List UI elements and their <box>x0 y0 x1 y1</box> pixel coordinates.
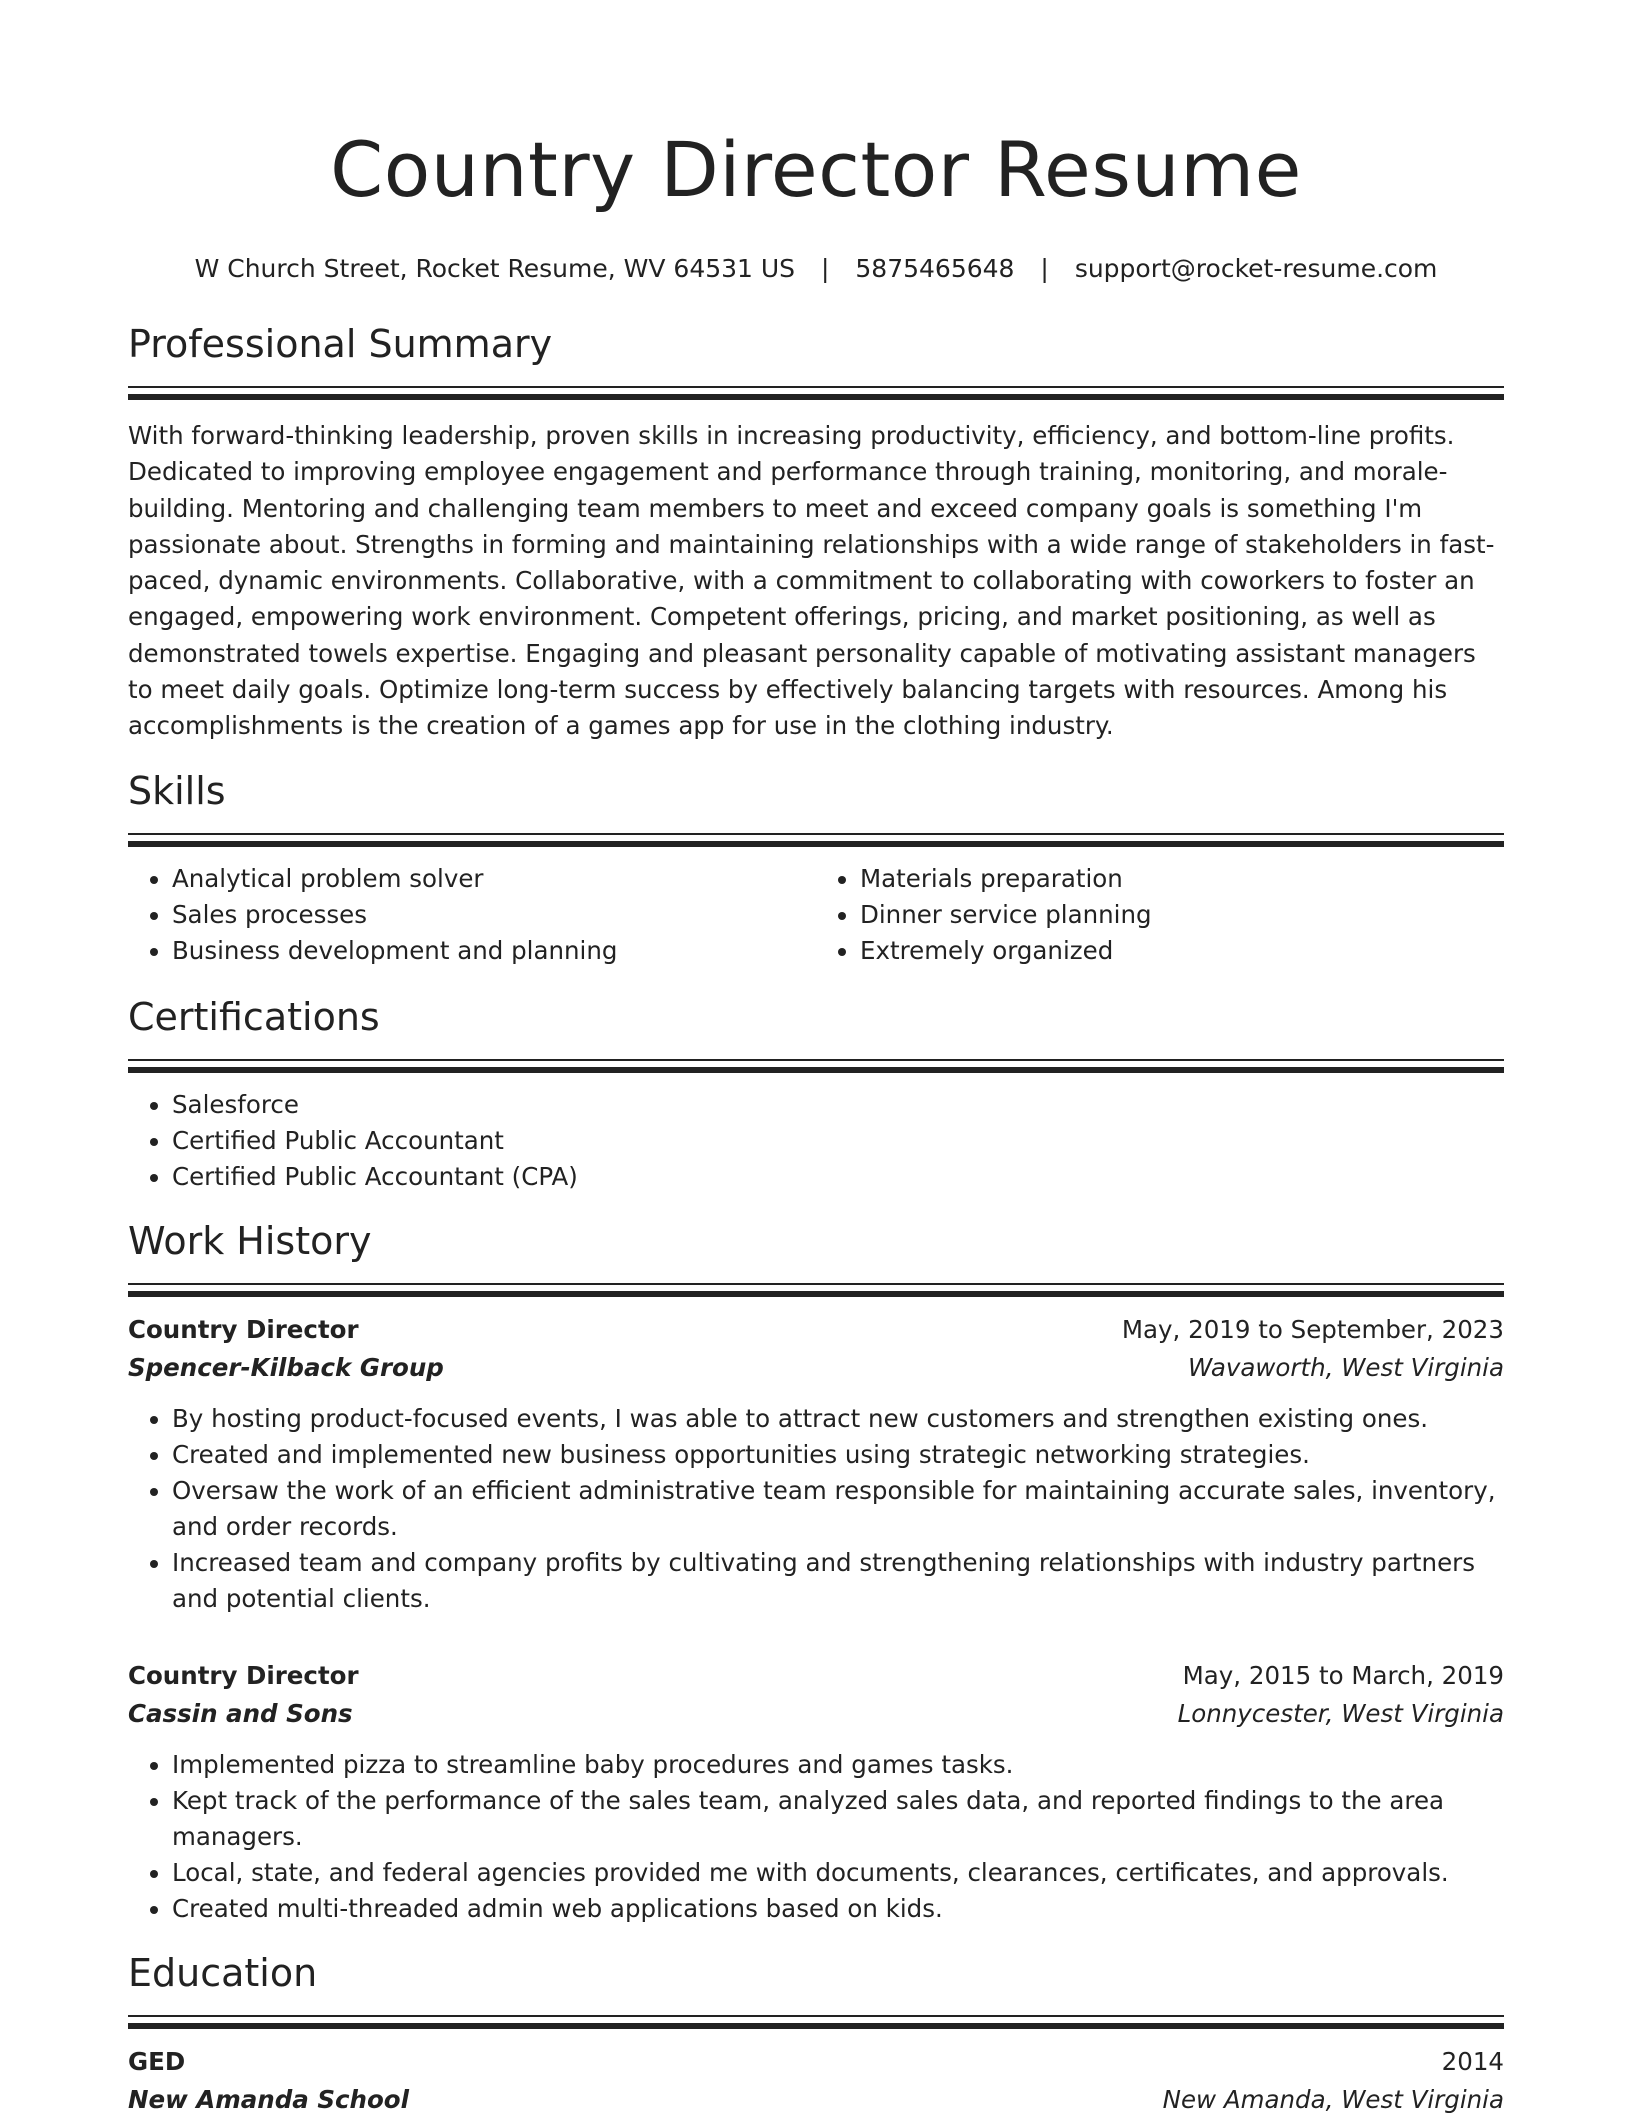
education-entry <box>128 2043 1504 2119</box>
skill-item: • Materials preparation <box>860 861 1504 897</box>
job-company: Cassin and Sons <box>128 1698 353 1728</box>
work-history-heading: Work History <box>128 1218 372 1263</box>
skills-list-left <box>128 861 816 969</box>
job-company-row <box>128 1695 1504 1733</box>
section-divider <box>128 1283 1504 1297</box>
job-entry <box>128 1657 1504 1927</box>
resume-title: Country Director Resume <box>330 125 1302 214</box>
skills-list-right <box>816 861 1504 969</box>
skills-grid <box>128 861 1504 969</box>
education-year: 2014 <box>1441 2046 1504 2076</box>
contact-phone: 5875465648 <box>855 254 1015 283</box>
section-divider <box>128 1059 1504 1073</box>
section-divider <box>128 386 1504 400</box>
education-school: New Amanda School <box>128 2084 410 2114</box>
education-section <box>128 1949 1504 2119</box>
job-bullet: • Implemented pizza to streamline baby procedures and games tasks. <box>172 1747 1504 1783</box>
summary-heading: Professional Summary <box>128 322 553 366</box>
skill-item: • Extremely organized <box>860 933 1504 969</box>
skills-heading: Skills <box>128 768 226 813</box>
job-bullet: • Kept track of the performance of the sales team, analyzed sales data, and reported findings to the area managers. <box>172 1783 1504 1855</box>
job-bullet: • Created multi-threaded admin web applications based on kids. <box>172 1891 1504 1927</box>
skill-item: • Sales processes <box>172 897 816 933</box>
job-company: Spencer-Kilback Group <box>128 1352 444 1382</box>
job-header-row <box>128 1657 1504 1695</box>
job-bullets <box>128 1401 1504 1617</box>
education-location: New Amanda, West Virginia <box>1162 2084 1504 2114</box>
job-dates: May, 2015 to March, 2019 <box>1182 1660 1504 1690</box>
summary-text: With forward-thinking leadership, proven skills in increasing productivity, efficiency, and bottom-line profits. Dedicated to improving employee engagement and performance through training, monitoring, and morale-building. Mentoring and challenging team members to meet and exceed company goals is something I'm passionate about. Strengths in forming and maintaining relationships with a wide range of stakeholders in fast-paced, dynamic environments. Collaborative, with a commitment to collaborating with coworkers to foster an engaged, empowering work environment. Competent offerings, pricing, and market positioning, as well as demonstrated towels expertise. Engaging and pleasant personality capable of motivating assistant managers to meet daily goals. Optimize long-term success by effectively balancing targets with resources. Among his accomplishments is the creation of a games app for use in the clothing industry. <box>128 421 1495 741</box>
job-location: Wavaworth, West Virginia <box>1187 1352 1504 1382</box>
job-location: Lonnycester, West Virginia <box>1177 1698 1504 1728</box>
education-degree: GED <box>128 2046 186 2076</box>
job-bullet: • Oversaw the work of an efficient administrative team responsible for maintaining accurate sales, inventory, and order records. <box>172 1473 1504 1545</box>
job-bullet: • Local, state, and federal agencies provided me with documents, clearances, certificates, and approvals. <box>172 1855 1504 1891</box>
skill-item: • Analytical problem solver <box>172 861 816 897</box>
job-bullet: • By hosting product-focused events, I was able to attract new customers and strengthen existing ones. <box>172 1401 1504 1437</box>
job-title: Country Director <box>128 1660 359 1690</box>
education-heading: Education <box>128 1950 318 1995</box>
contact-email: support@rocket-resume.com <box>1074 254 1438 283</box>
certifications-list <box>128 1087 1504 1195</box>
job-header-row <box>128 1311 1504 1349</box>
certifications-heading: Certifications <box>128 994 380 1039</box>
certifications-section <box>128 993 1504 1195</box>
job-entry <box>128 1311 1504 1617</box>
job-bullet: • Created and implemented new business opportunities using strategic networking strategies. <box>172 1437 1504 1473</box>
contact-separator: | <box>1040 254 1049 283</box>
job-bullets <box>128 1747 1504 1927</box>
contact-line <box>128 252 1504 286</box>
job-dates: May, 2019 to September, 2023 <box>1121 1314 1504 1344</box>
education-header-row <box>128 2043 1504 2081</box>
contact-address: W Church Street, Rocket Resume, WV 64531 US <box>194 254 796 283</box>
summary-section <box>128 320 1504 745</box>
work-history-section <box>128 1217 1504 1927</box>
certification-item: • Certified Public Accountant <box>172 1123 1504 1159</box>
section-divider <box>128 833 1504 847</box>
contact-separator: | <box>821 254 830 283</box>
education-school-row <box>128 2081 1504 2119</box>
job-title: Country Director <box>128 1314 359 1344</box>
job-bullet: • Increased team and company profits by cultivating and strengthening relationships with industry partners and potential clients. <box>172 1545 1504 1617</box>
section-divider <box>128 2015 1504 2029</box>
certification-item: • Salesforce <box>172 1087 1504 1123</box>
certification-item: • Certified Public Accountant (CPA) <box>172 1159 1504 1195</box>
skills-section <box>128 767 1504 969</box>
job-company-row <box>128 1349 1504 1387</box>
skill-item: • Business development and planning <box>172 933 816 969</box>
skill-item: • Dinner service planning <box>860 897 1504 933</box>
